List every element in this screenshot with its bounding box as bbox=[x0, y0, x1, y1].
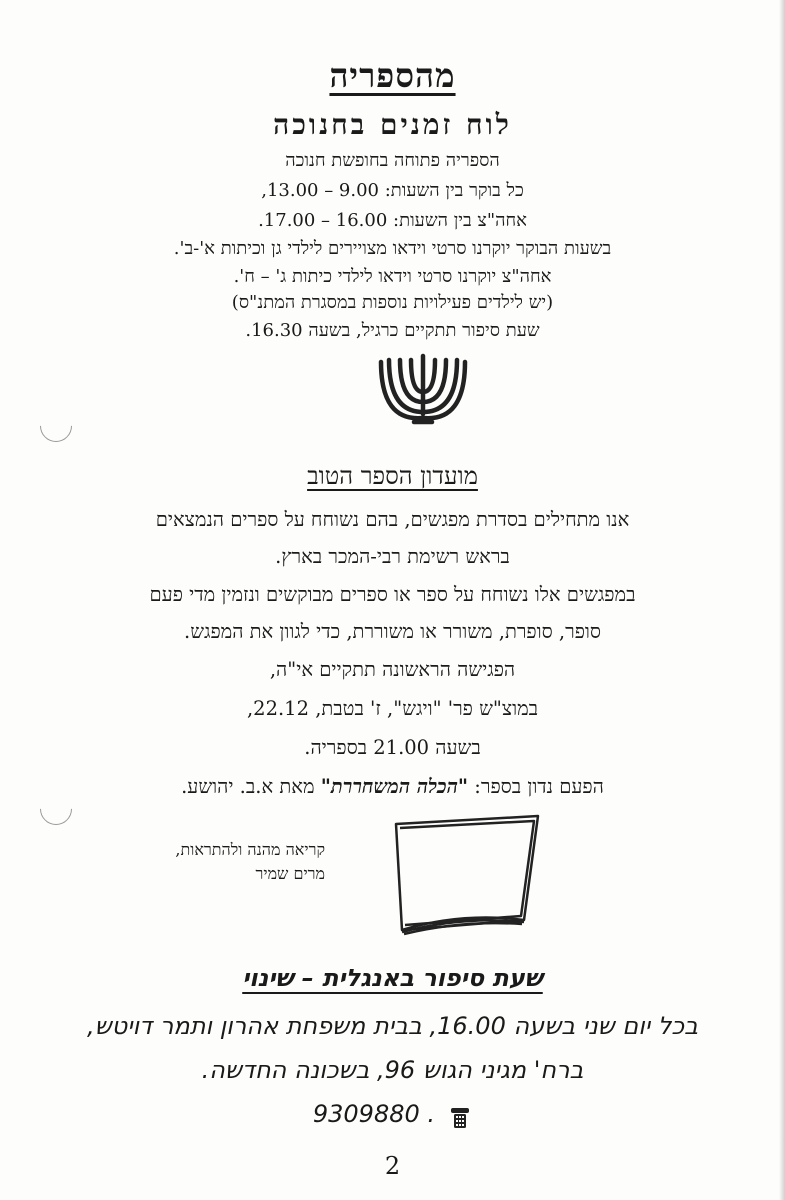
library-hours-line-2: כל בוקר בין השעות: 9.00 – 13.00, bbox=[261, 180, 524, 201]
telephone-icon bbox=[448, 1106, 472, 1130]
page-number: 2 bbox=[384, 1152, 401, 1180]
book-club-line-7: בשעה 21.00 בספריה. bbox=[304, 736, 481, 759]
open-book-icon bbox=[392, 812, 542, 938]
english-story-hour-line-2: ברח' מגיני הגוש 96, בשכונה החדשה. bbox=[201, 1056, 584, 1084]
menorah-icon bbox=[378, 352, 468, 427]
book-club-line-4: סופר, סופרת, משורר או משוררת, כדי לגוון את המפגש. bbox=[184, 620, 601, 643]
book-title: "הכלה המשחררת" bbox=[320, 775, 469, 798]
phone-number: 9309880 . bbox=[312, 1100, 436, 1128]
book-club-line-1: אנו מתחילים בסדרת מפגשים, בהם נשוחח על ספרים הנמצאים bbox=[155, 508, 630, 531]
book-club-heading: מועדון הספר הטוב bbox=[307, 462, 478, 490]
book-line-suffix: מאת א.ב. יהושע. bbox=[181, 775, 321, 798]
library-hours-line-3: אחה"צ בין השעות: 16.00 – 17.00. bbox=[258, 210, 527, 231]
english-story-hour-line-1: בכל יום שני בשעה 16.00, בבית משפחת אהרון ותמר דויטש, bbox=[87, 1012, 698, 1040]
page-edge-shadow bbox=[779, 0, 785, 1200]
book-discussion-line bbox=[0, 775, 785, 799]
punch-hole bbox=[33, 403, 78, 448]
book-club-line-6: במוצ"ש פר' "ויגש", ז' בטבת, 22.12, bbox=[246, 697, 539, 720]
page-subtitle: לוח זמנים בחנוכה bbox=[273, 108, 512, 141]
signature-closing: קריאה מהנה ולהתראות, bbox=[175, 840, 325, 859]
book-line-prefix: הפעם נדון בספר: bbox=[468, 775, 604, 798]
library-hours-line-6: (יש לילדים פעילויות נוספות במסגרת המתנ"ס) bbox=[231, 292, 554, 313]
library-hours-line-7: שעת סיפור תתקיים כרגיל, בשעה 16.30. bbox=[245, 320, 540, 341]
book-club-line-5: הפגישה הראשונה תתקיים אי"ה, bbox=[269, 658, 516, 681]
library-hours-line-5: אחה"צ יוקרנו סרטי וידאו לילדי כיתות ג' – ח'. bbox=[233, 266, 552, 287]
library-hours-line-1: הספריה פתוחה בחופשת חנוכה bbox=[285, 150, 500, 171]
page-title: מהספריה bbox=[329, 56, 456, 95]
library-hours-line-4: בשעות הבוקר יוקרנו סרטי וידאו מצויירים לילדי גן וכיתות א'-ב'. bbox=[173, 238, 612, 259]
english-story-hour-heading: שעת סיפור באנגלית – שינוי bbox=[242, 964, 543, 992]
book-club-line-2: בראש רשימת רבי-המכר בארץ. bbox=[275, 545, 510, 568]
book-club-line-3: במפגשים אלו נשוחח על ספר או ספרים מבוקשים ונזמין מדי פעם bbox=[149, 583, 636, 606]
signature-name: מרים שמיר bbox=[255, 864, 325, 883]
phone-line bbox=[0, 1100, 785, 1130]
